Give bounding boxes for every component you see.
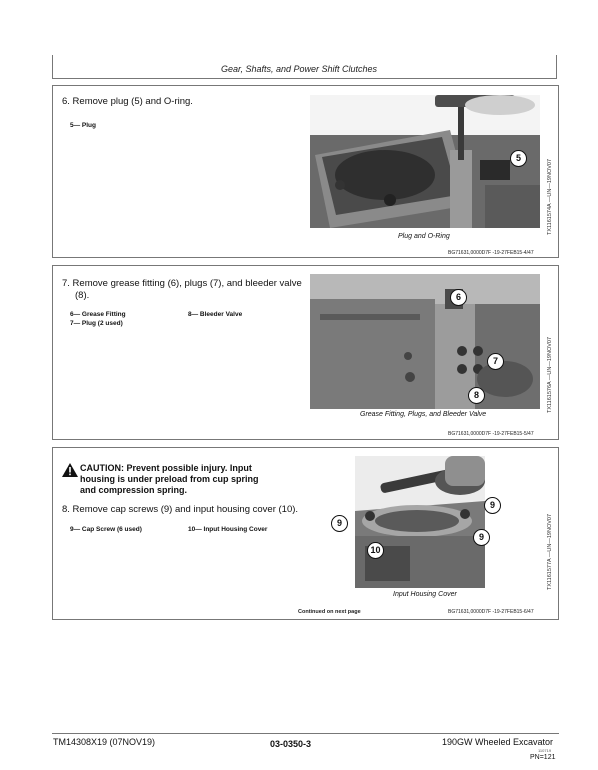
callout-5: 5 — [510, 150, 527, 167]
caution-line-1: CAUTION: Prevent possible injury. Input — [80, 463, 252, 473]
step-6-text: 6. Remove plug (5) and O-ring. — [62, 96, 193, 107]
footer-machine-name: 190GW Wheeled Excavator — [442, 737, 554, 747]
callout-7: 7 — [487, 353, 504, 370]
step-8-ref-code: BG71631,0000D7F -19-27FEB15-6/47 — [448, 609, 534, 615]
footer-page-number: 03-0350-3 — [270, 739, 312, 749]
continued-note: Continued on next page — [298, 609, 361, 615]
legend-item-9: 9— Cap Screw (6 used) — [70, 526, 142, 533]
legend-item-7: 7— Plug (2 used) — [70, 320, 123, 327]
step-8-figure-id: TX1161577A —UN—19NOV07 — [547, 513, 553, 590]
callout-6: 6 — [450, 289, 467, 306]
step-7-text-line1: 7. Remove grease fitting (6), plugs (7), and bleeder valve — [62, 278, 302, 289]
step-6-figure-id: TX1161574A —UN—19NOV07 — [547, 158, 553, 235]
step-8-text: 8. Remove cap screws (9) and input housing cover (10). — [62, 504, 299, 515]
step-7-text-line2: (8). — [75, 290, 90, 301]
footer-manual-id: TM14308X19 (07NOV19) — [53, 737, 156, 747]
caution-line-3: and compression spring. — [80, 485, 188, 495]
step-7-figure-id: TX1161576A —UN—19NOV07 — [547, 336, 553, 413]
callout-8: 8 — [468, 387, 485, 404]
callout-9-left: 9 — [331, 515, 348, 532]
grease-fitting-photo — [310, 274, 540, 409]
legend-item-5: 5— Plug — [70, 122, 97, 129]
warning-triangle-icon — [62, 463, 78, 477]
legend-item-8: 8— Bleeder Valve — [188, 311, 243, 318]
callout-9-top: 9 — [484, 497, 501, 514]
footer-pn: PN=121 — [530, 754, 556, 761]
input-housing-cover-photo — [355, 456, 485, 588]
legend-item-10: 10— Input Housing Cover — [188, 526, 268, 533]
footer-date-code: 110719 — [538, 748, 552, 753]
section-title: Gear, Shafts, and Power Shift Clutches — [220, 64, 378, 74]
step-6-ref-code: BG71631,0000D7F -19-27FEB15-4/47 — [448, 250, 534, 256]
legend-item-6: 6— Grease Fitting — [70, 311, 126, 318]
callout-9-right: 9 — [473, 529, 490, 546]
step-7-ref-code: BG71631,0000D7F -19-27FEB15-5/47 — [448, 431, 534, 437]
step-6-caption: Plug and O-Ring — [398, 233, 450, 240]
callout-10: 10 — [367, 542, 384, 559]
step-8-caption: Input Housing Cover — [393, 591, 457, 598]
plug-photo — [310, 95, 540, 228]
footer-rule — [52, 733, 559, 734]
step-7-caption: Grease Fitting, Plugs, and Bleeder Valve — [360, 411, 487, 418]
caution-line-2: housing is under preload from cup spring — [80, 474, 259, 484]
